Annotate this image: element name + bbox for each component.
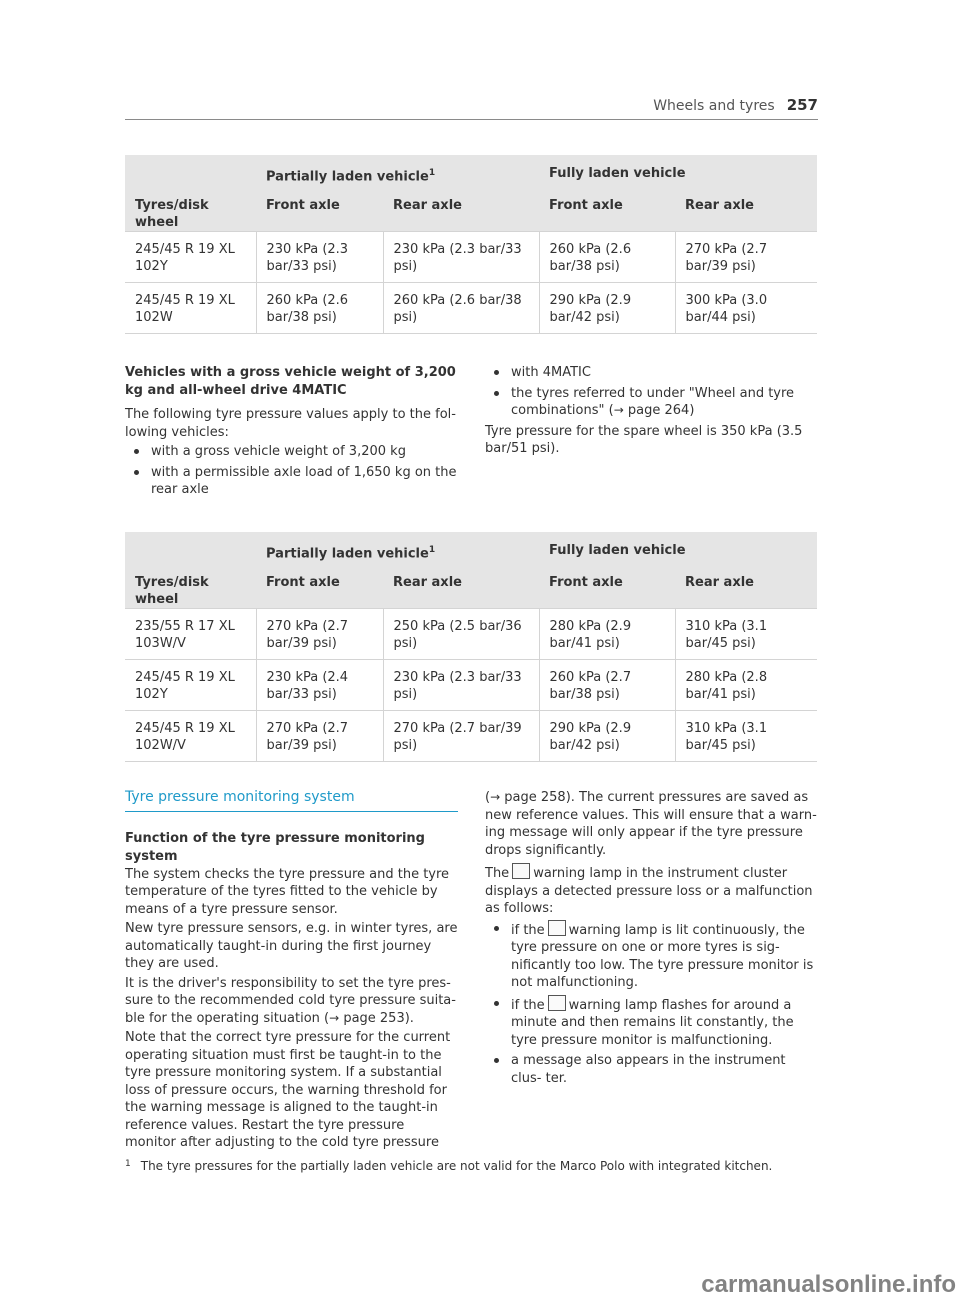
tyre-pressure-warning-lamp-icon: [512, 863, 530, 879]
page-reference-link[interactable]: page 258: [504, 790, 566, 805]
tpms-subheading: Function of the tyre pressure monitoring system: [125, 830, 425, 864]
tpms-paragraph: The warning lamp in the instrument cluster displays a detected pressure loss or a malfunction as follows:: [485, 863, 817, 918]
gross-weight-heading: Vehicles with a gross vehicle weight of 3,200 kg and all-wheel drive 4MATIC: [125, 365, 456, 398]
table-cell: 230 kPa (2.3 bar/33 psi): [383, 232, 539, 283]
table-cell: 310 kPa (3.1 bar/45 psi): [675, 609, 817, 660]
tpms-paragraph: It is the driver's responsibility to set the tyre pres- sure to the recommended cold tyre pressure suita- ble for the operating situation (→ page 253).: [125, 975, 456, 1026]
table-cell: 250 kPa (2.5 bar/36 psi): [383, 609, 539, 660]
section-title: Wheels and tyres: [653, 98, 775, 114]
header-front-axle: Front axle: [256, 572, 383, 609]
header-rear-axle: Rear axle: [675, 195, 817, 232]
header-front-axle: Front axle: [539, 195, 675, 232]
table-cell: 235/55 R 17 XL 103W/V: [125, 609, 256, 660]
empty-header-cell: [125, 532, 256, 572]
header-partially-laden: Partially laden vehicle$^1$: [256, 532, 539, 572]
table-subheader-row: [125, 195, 817, 232]
header-partially-laden: Partially laden vehicle$^1$: [256, 155, 539, 195]
table-cell: 270 kPa (2.7 bar/39 psi): [675, 232, 817, 283]
table-cell: 280 kPa (2.9 bar/41 psi): [539, 609, 675, 660]
list-item: with 4MATIC: [485, 364, 815, 382]
spare-wheel-note: Tyre pressure for the spare wheel is 350 kPa (3.5 bar/51 psi).: [485, 423, 803, 456]
list-item: with a gross vehicle weight of 3,200 kg: [125, 443, 460, 461]
watermark-text: carmanualsonline.info: [701, 1271, 956, 1298]
gross-weight-intro: The following tyre pressure values apply to the fol- lowing vehicles:: [125, 407, 456, 440]
page-reference-link[interactable]: page 253: [343, 1010, 405, 1026]
table-cell: 290 kPa (2.9 bar/42 psi): [539, 711, 675, 762]
header-rear-axle: Rear axle: [383, 195, 539, 232]
tpms-section-right: [485, 789, 817, 1090]
header-front-axle: Front axle: [256, 195, 383, 232]
list-item: the tyres referred to under "Wheel and tyre combinations" (→ page 264): [485, 385, 815, 420]
footnote: [125, 1159, 825, 1173]
header-fully-laden: Fully laden vehicle: [539, 532, 817, 572]
tpms-paragraph: New tyre pressure sensors, e.g. in winter tyres, are automatically taught-in during the first journey they are used.: [125, 921, 458, 971]
gross-weight-list-right: [485, 364, 815, 420]
page-header: [653, 96, 818, 114]
gross-weight-section: [125, 364, 460, 502]
table-cell: 245/45 R 19 XL 102Y: [125, 660, 256, 711]
table-cell: 270 kPa (2.7 bar/39 psi): [256, 711, 383, 762]
table-cell: 270 kPa (2.7 bar/39 psi): [256, 609, 383, 660]
empty-header-cell: [125, 155, 256, 195]
header-tyre: Tyres/disk wheel: [125, 195, 256, 232]
tpms-paragraph: (→ page 258). The current pressures are saved as new reference values. This will ensure that a warn- ing message will only appear if the tyre pressure drops significantly.: [485, 790, 817, 858]
table-cell: 290 kPa (2.9 bar/42 psi): [539, 283, 675, 334]
tyre-pressure-warning-lamp-icon: [548, 995, 566, 1011]
table-cell: 230 kPa (2.3 bar/33 psi): [383, 660, 539, 711]
header-fully-laden: Fully laden vehicle: [539, 155, 817, 195]
table-cell: 260 kPa (2.7 bar/38 psi): [539, 660, 675, 711]
table-cell: 230 kPa (2.3 bar/33 psi): [256, 232, 383, 283]
header-divider: [125, 119, 818, 120]
arrow-right-icon: →: [490, 790, 501, 804]
tpms-paragraph: The system checks the tyre pressure and the tyre temperature of the tyres fitted to the vehicle by means of a tyre pressure sensor.: [125, 866, 450, 917]
table-cell: 260 kPa (2.6 bar/38 psi): [383, 283, 539, 334]
table-row: [125, 232, 817, 283]
list-item: if the warning lamp is lit continuously, the tyre pressure on one or more tyres is sig- nificantly too low. The tyre pressure monitor is not malfunctioning.: [485, 920, 817, 992]
page-reference-link[interactable]: page 264: [627, 403, 690, 418]
table-header-row: [125, 155, 817, 195]
pressure-table-2: [125, 532, 817, 762]
table-cell: 300 kPa (3.0 bar/44 psi): [675, 283, 817, 334]
header-rear-axle: Rear axle: [383, 572, 539, 609]
header-tyre: Tyres/disk wheel: [125, 572, 256, 609]
table-cell: 280 kPa (2.8 bar/41 psi): [675, 660, 817, 711]
header-front-axle: Front axle: [539, 572, 675, 609]
arrow-right-icon: →: [329, 1010, 340, 1025]
table-cell: 245/45 R 19 XL 102W: [125, 283, 256, 334]
tyre-pressure-warning-lamp-icon: [548, 920, 566, 936]
footnote-text: The tyre pressures for the partially laden vehicle are not valid for the Marco Polo with integrated kitchen.: [140, 1159, 773, 1173]
tpms-section-left: [125, 789, 458, 1154]
table-row: [125, 609, 817, 660]
list-item: with a permissible axle load of 1,650 kg on the rear axle: [125, 464, 460, 499]
list-item: if the warning lamp flashes for around a minute and then remains lit constantly, the tyre pressure monitor is malfunctioning.: [485, 995, 817, 1050]
table-cell: 260 kPa (2.6 bar/38 psi): [256, 283, 383, 334]
table-cell: 270 kPa (2.7 bar/39 psi): [383, 711, 539, 762]
arrow-right-icon: →: [613, 403, 624, 417]
page-number: 257: [786, 96, 818, 114]
list-item: a message also appears in the instrument clus- ter.: [485, 1052, 817, 1087]
table-cell: 230 kPa (2.4 bar/33 psi): [256, 660, 383, 711]
pressure-table-1: [125, 155, 817, 334]
table-cell: 260 kPa (2.6 bar/38 psi): [539, 232, 675, 283]
watermark-logo: [598, 1268, 958, 1298]
tpms-list: [485, 920, 817, 1088]
table-row: [125, 283, 817, 334]
table-cell: 310 kPa (3.1 bar/45 psi): [675, 711, 817, 762]
footnote-mark: 1: [125, 1159, 131, 1169]
table-row: [125, 711, 817, 762]
table-row: [125, 660, 817, 711]
table-header-row: [125, 532, 817, 572]
table-subheader-row: [125, 572, 817, 609]
header-rear-axle: Rear axle: [675, 572, 817, 609]
tpms-paragraph: Note that the correct tyre pressure for the current operating situation must first be taught-in to the tyre pressure monitoring system. If a substantial loss of pressure occurs, the warning threshold for the warning message is aligned to the taught-in reference values. Restart the tyre pressure monitor after adjusting to the cold tyre pressure: [125, 1030, 451, 1150]
gross-weight-section-right: [485, 364, 815, 460]
gross-weight-list: [125, 443, 460, 499]
table-cell: 245/45 R 19 XL 102Y: [125, 232, 256, 283]
tpms-section-title: Tyre pressure monitoring system: [125, 789, 458, 812]
table-cell: 245/45 R 19 XL 102W/V: [125, 711, 256, 762]
